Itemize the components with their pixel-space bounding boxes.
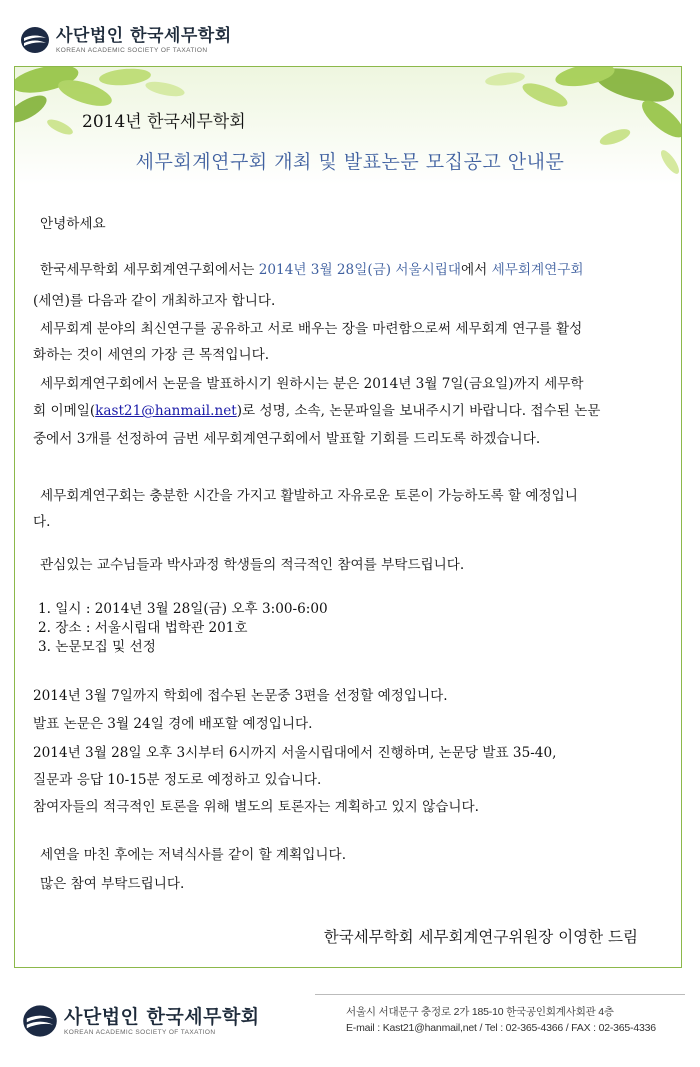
paragraph-4-line-1: 세무회계연구회는 충분한 시간을 가지고 활발하고 자유로운 토론이 가능하도록 할 예정입니 (40, 488, 578, 504)
event-name: 세무회계연구회 (491, 262, 584, 278)
footer-divider (315, 994, 685, 995)
paragraph-6-line-5: 참여자들의 적극적인 토론을 위해 별도의 토론자는 계획하고 있지 않습니다. (33, 799, 479, 815)
paragraph-6-line-2: 발표 논문은 3월 24일 경에 배포할 예정입니다. (33, 716, 313, 732)
logo-korean-name: 사단법인 한국세무학회 (56, 25, 232, 46)
paragraph-4-line-2: 다. (33, 514, 51, 530)
footer-logo-korean-name: 사단법인 한국세무학회 (64, 1005, 260, 1028)
paragraph-1-line-2: (세연)를 다음과 같이 개최하고자 합니다. (33, 293, 276, 309)
email-link[interactable]: kast21@hanmail.net (95, 403, 237, 419)
year-title: 2014년 한국세무학회 (82, 112, 246, 132)
footer-contact: E-mail : Kast21@hanmail,net / Tel : 02-365-4366 / FAX : 02-365-4336 (346, 1022, 656, 1034)
paragraph-6-line-1: 2014년 3월 7일까지 학회에 접수된 논문중 3편을 선정할 예정입니다. (33, 688, 448, 704)
footer-address: 서울시 서대문구 충정로 2가 185-10 한국공인회계사회관 4층 (346, 1006, 614, 1018)
paragraph-6-line-3: 2014년 3월 28일 오후 3시부터 6시까지 서울시립대에서 진행하며, 논문당 발표 35-40, (33, 745, 557, 761)
logo-english-name: KOREAN ACADEMIC SOCIETY OF TAXATION (56, 46, 208, 54)
main-title: 세무회계연구회 개최 및 발표논문 모집공고 안내문 (135, 151, 565, 173)
list-item-datetime: 1. 일시 : 2014년 3월 28일(금) 오후 3:00-6:00 (38, 601, 328, 617)
paragraph-2-line-1: 세무회계 분야의 최신연구를 공유하고 서로 배우는 장을 마련함으로써 세무회계 연구를 활성 (40, 321, 583, 337)
paragraph-1-line-1: 한국세무학회 세무회계연구회에서는 2014년 3월 28일(금) 서울시립대에서 세무회계연구회 (40, 262, 584, 278)
greeting: 안녕하세요 (40, 216, 106, 232)
paragraph-3-line-2: 회 이메일(kast21@hanmail.net)로 성명, 소속, 논문파일을 보내주시기 바랍니다. 접수된 논문 (33, 403, 601, 419)
paragraph-3-line-3: 중에서 3개를 선정하여 금번 세무회계연구회에서 발표할 기회를 드리도록 하겠습니다. (33, 431, 541, 447)
paragraph-7-line-2: 많은 참여 부탁드립니다. (40, 876, 185, 892)
paragraph-7-line-1: 세연을 마친 후에는 저녁식사를 같이 할 계획입니다. (40, 847, 347, 863)
header-logo (20, 25, 232, 55)
society-emblem-icon (20, 25, 50, 55)
footer-logo (22, 1003, 260, 1039)
paragraph-2-line-2: 화하는 것이 세연의 가장 큰 목적입니다. (33, 347, 270, 363)
list-item-place: 2. 장소 : 서울시립대 법학관 201호 (38, 620, 248, 636)
paragraph-3-line-1: 세무회계연구회에서 논문을 발표하시기 원하시는 분은 2014년 3월 7일(금요일)까지 세무학 (40, 376, 584, 392)
paragraph-6-line-4: 질문과 응답 10-15분 정도로 예정하고 있습니다. (33, 772, 322, 788)
list-item-selection: 3. 논문모집 및 선정 (38, 639, 156, 655)
signature: 한국세무학회 세무회계연구위원장 이영한 드림 (323, 928, 638, 946)
society-emblem-icon (22, 1003, 58, 1039)
paragraph-5: 관심있는 교수님들과 박사과정 학생들의 적극적인 참여를 부탁드립니다. (40, 557, 465, 573)
footer-logo-english-name: KOREAN ACADEMIC SOCIETY OF TAXATION (64, 1028, 216, 1036)
event-date-place: 2014년 3월 28일(금) 서울시립대 (258, 262, 462, 278)
